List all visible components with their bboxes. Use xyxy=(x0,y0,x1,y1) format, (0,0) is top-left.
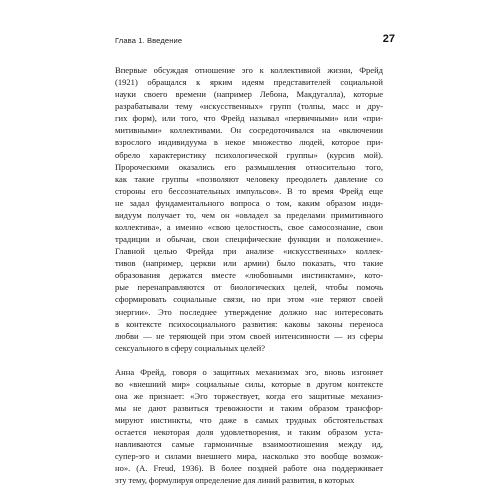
text-line: как такие группы «позволяют человеку преодолеть давление со xyxy=(115,173,383,184)
text-line: энергии». Это последнее утверждение должно нас интересовать xyxy=(115,306,383,317)
text-line: Анна Фрейд, говоря о защитных механизмах эго, вновь изгоняет xyxy=(115,366,383,377)
text-line: эту тему, формулируя определение для линий развития, в которых xyxy=(115,475,355,486)
text-line: гих форм), или того, что Фрейд называл «первичными» или «при- xyxy=(115,113,383,124)
text-line: взрослого индивидуума в некое множество людей, которое при- xyxy=(115,137,383,148)
text-line: навливаются самые гармоничные взаимоотношения между ид, xyxy=(115,439,383,450)
chapter-title: Глава 1. Введение xyxy=(115,36,183,45)
body-text xyxy=(115,64,383,486)
text-line: не задал фундаментального вопроса о том, каким образом инди- xyxy=(115,197,383,208)
text-line: обрело характеристику психологической группы» (курсив мой). xyxy=(115,149,383,160)
text-line: Главной целью Фрейда при анализе «искусственных» коллек- xyxy=(115,246,383,257)
text-line: в контексте психосоциального развития: каковы законы переноса xyxy=(115,318,383,329)
text-line: Впервые обсуждая отношение эго к коллективной жизни, Фрейд xyxy=(115,65,383,75)
text-line: тивов (например, церкви или армии) было показать, что такие xyxy=(115,258,383,269)
text-line: Пророческими оказались его размышления относительно того, xyxy=(115,161,383,172)
text-line: остается некоторая доля удовлетворения, и таким образом уста- xyxy=(115,426,383,437)
text-line: науки своего времени (например Лебона, Макдугалла), которые xyxy=(115,89,383,100)
text-line: сексуального в сферу социальных целей? xyxy=(115,342,265,353)
text-line: любви — не теряющей при этом своей интенсивности — из сферы xyxy=(115,330,383,341)
text-line: митивными» коллективами. Он сосредоточивался на «включении xyxy=(115,125,383,136)
text-line: но». (A. Freud, 1936). В более поздней работе она поддерживает xyxy=(115,463,383,474)
text-line: стороны его бессознательных импульсов». В то время Фрейд еще xyxy=(115,185,383,196)
text-line: (1921) обращался к ярким идеям представителей социальной xyxy=(115,77,383,88)
page-number: 27 xyxy=(382,33,395,45)
text-line: образования держатся вместе «любовными инстинктами», кото- xyxy=(115,270,383,281)
text-line: супер-эго и силами внешнего мира, насколько это вообще возмож- xyxy=(115,451,383,462)
text-line: она же признает: «Эго торжествует, когда его защитные механиз- xyxy=(115,390,383,401)
text-line: рые перенаправляются от биологических целей, чтобы помочь xyxy=(115,282,383,293)
text-line: сформировать социальные связи, но при этом «не теряют своей xyxy=(115,294,383,305)
paragraph xyxy=(115,366,383,487)
text-line: традиции и обычаи, свои специфические функции и положение». xyxy=(115,234,383,245)
text-line: во «внешний мир» социальные силы, которые в другом контексте xyxy=(115,378,383,389)
text-line: мы не дают развиться тревожности и таким образом трансфор- xyxy=(115,402,383,413)
text-line: коллектива», а именно «свою целостность, свое самосознание, свои xyxy=(115,222,383,233)
text-line: мируют инстинкты, что даже в самых трудных обстоятельствах xyxy=(115,414,383,425)
text-line: видуум получает то, чем он «овладел за пределами примитивного xyxy=(115,209,383,220)
text-line: разрабатывали тему «искусственных» групп (толпы, масс и дру- xyxy=(115,101,383,112)
paragraph xyxy=(115,64,383,354)
running-header xyxy=(115,33,395,51)
